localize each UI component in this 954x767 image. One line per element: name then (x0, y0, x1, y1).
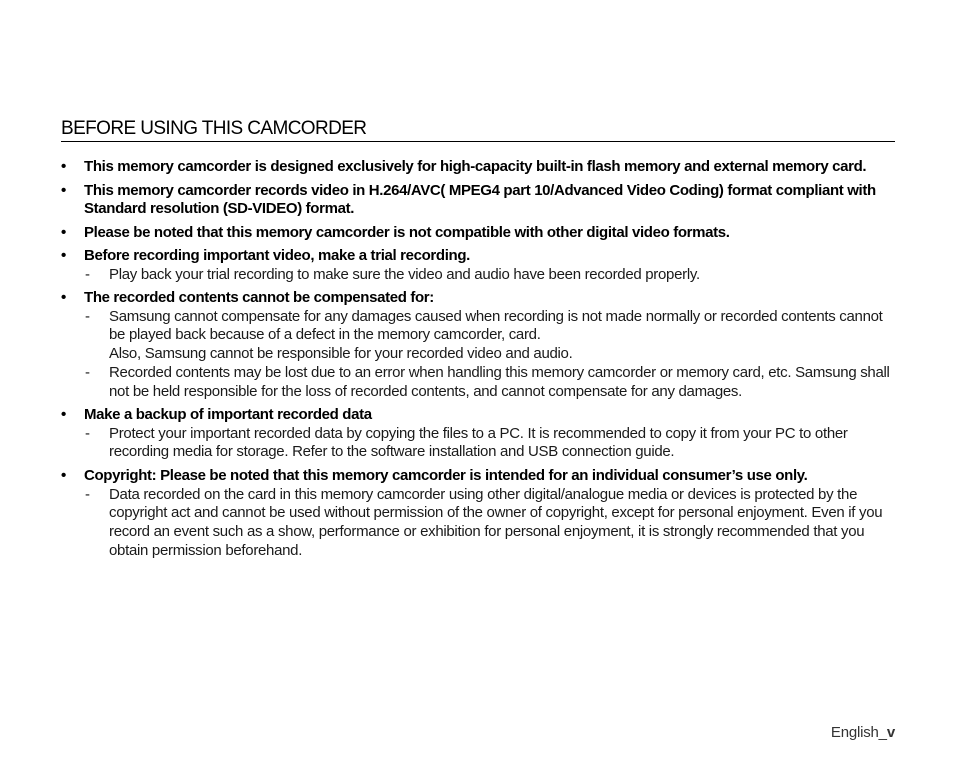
bullet-icon: • (61, 406, 67, 424)
bullet-item (61, 247, 895, 284)
sub-text: Play back your trial recording to make sure the video and audio have been recorded properly. (109, 265, 700, 283)
page-footer (831, 724, 895, 741)
sub-item (84, 266, 895, 285)
sub-text: Data recorded on the card in this memory camcorder using other digital/analogue media or devices is protected by the copyright act and cannot be used without permission of the owner of copyright, except for personal enjoyment. Even if you record an event such as a show, performance or exhibition for personal enjoyment, it is strongly recommended that you obtain permission beforehand. (109, 485, 883, 559)
bullet-text: Please be noted that this memory camcorder is not compatible with other digital video formats. (84, 223, 730, 241)
sub-item (84, 486, 895, 561)
bullet-icon: • (61, 467, 67, 485)
bullet-icon: • (61, 223, 67, 241)
sub-text: Recorded contents may be lost due to an error when handling this memory camcorder or memory card, etc. Samsung shall not be held responsible for the loss of recorded contents, and cannot compensate for any damages. (109, 363, 890, 400)
sub-item (84, 308, 895, 364)
bullet-icon: • (61, 247, 67, 264)
bullet-icon: • (61, 158, 67, 175)
bullet-item (61, 158, 895, 177)
dash-icon: - (85, 363, 90, 381)
bullet-icon: • (61, 289, 67, 307)
bullet-item (61, 289, 895, 401)
sub-item (84, 425, 895, 462)
sub-text-continuation: Also, Samsung cannot be responsible for your recorded video and audio. (109, 345, 573, 363)
bullet-text: This memory camcorder records video in H.264/AVC( MPEG4 part 10/Advanced Video Coding) format compliant with Standard resolution (SD-VIDEO) format. (84, 181, 876, 217)
sub-list (84, 486, 895, 561)
footer-language: English_ (830, 724, 887, 741)
bullet-text: This memory camcorder is designed exclusively for high-capacity built-in flash memory and external memory card. (84, 158, 867, 175)
dash-icon: - (85, 307, 90, 325)
dash-icon: - (85, 265, 90, 283)
bullet-item (61, 406, 895, 462)
bullet-item (61, 467, 895, 560)
bullet-item (61, 182, 895, 219)
sub-list (84, 425, 895, 462)
bullet-list (61, 158, 895, 565)
dash-icon: - (85, 485, 90, 503)
page-number: v (886, 724, 895, 741)
sub-text: Samsung cannot compensate for any damages caused when recording is not made normally or recorded contents cannot be played back because of a defect in the memory camcorder, card. (109, 307, 883, 344)
bullet-text: The recorded contents cannot be compensated for: (84, 289, 434, 307)
sub-item (84, 364, 895, 401)
sub-list (84, 266, 895, 285)
bullet-text: Copyright: Please be noted that this memory camcorder is intended for an individual consumer’s use only. (84, 467, 808, 485)
sub-list (84, 308, 895, 402)
dash-icon: - (85, 424, 90, 442)
page-title: BEFORE USING THIS CAMCORDER (61, 118, 895, 142)
bullet-text: Make a backup of important recorded data (84, 406, 372, 424)
bullet-icon: • (61, 181, 67, 199)
bullet-text: Before recording important video, make a trial recording. (84, 247, 470, 264)
sub-text: Protect your important recorded data by copying the files to a PC. It is recommended to copy it from your PC to other recording media for storage. Refer to the software installation and USB connection guide. (109, 424, 848, 461)
bullet-item (61, 224, 895, 243)
